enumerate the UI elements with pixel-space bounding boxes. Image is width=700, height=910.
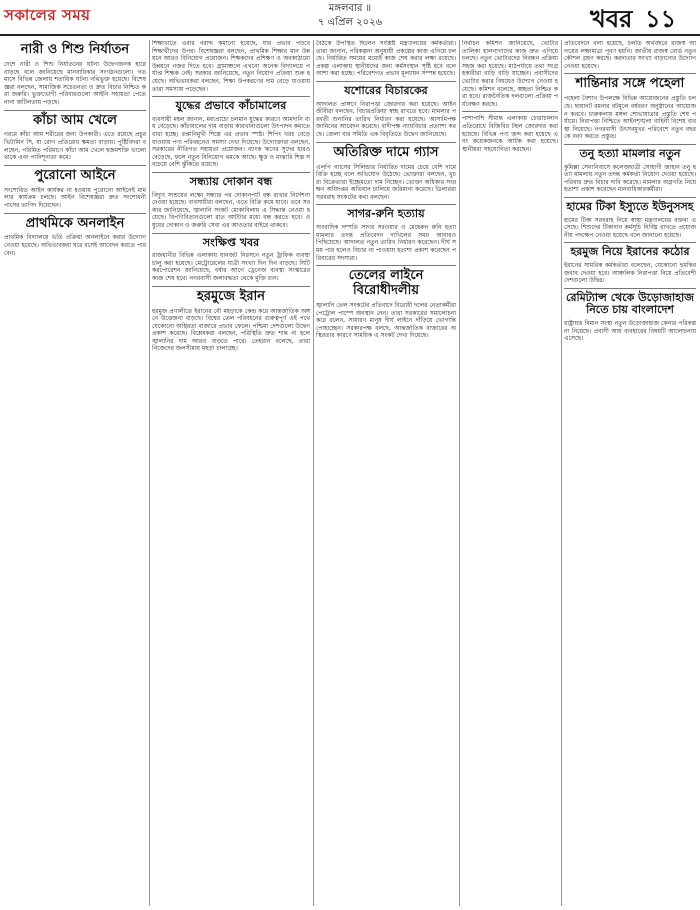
news-story bbox=[564, 197, 696, 239]
news-story bbox=[316, 204, 456, 262]
story-divider bbox=[4, 165, 146, 166]
story-body: গরমে কাঁচা আম শরীরের জন্য উপকারী। এতে রয়েছে প্রচুর ভিটামিন সি, যা রোগ প্রতিরোধ ক্ষমতা বাড়ায়। পুষ্টিবিদরা বলছেন, পরিমিত পরিমাণে কাঁচা আম খেলে হজমশক্তি ভালো থাকে এবং পানিশূন্যতা কমে। bbox=[4, 131, 146, 162]
story-body: দেশে নারী ও শিশু নির্যাতনের ঘটনা উদ্বেগজনক হারে বাড়ছে বলে জানিয়েছে মানবাধিকার সংগঠনগুলো। গত মাসে বিভিন্ন জেলায় শতাধিক ঘটনা নথিভুক্ত হয়েছে। বিশেষজ্ঞরা বলছেন, সামাজিক সচেতনতা ও দ্রুত বিচার নিশ্চিত করা জরুরি। ভুক্তভোগী পরিবারগুলো আইনি সহায়তা পেতে নানা জটিলতায় পড়ছে। bbox=[4, 60, 146, 106]
story-body: রাষ্ট্রায়ত্ত বিমান সংস্থা নতুন উড়োজাহাজ কেনার পরিকল্পনা নিয়েছে। প্রবাসী আয় ব্যবহারের বিষয়টি আলোচনায় এসেছে। bbox=[564, 320, 696, 343]
story-body: পাশাপাশি সীমান্ত এলাকায় চোরাচালান প্রতিরোধে বিজিবির টহল জোরদার করা হয়েছে। বিভিন্ন পণ্য জব্দ করা হয়েছে এবং কয়েকজনকে আটক করা হয়েছে। স্থানীয়রা সহযোগিতা করছেন। bbox=[462, 115, 558, 153]
story-body: প্রাথমিক বিদ্যালয়ে ভর্তি প্রক্রিয়া অনলাইনে করার উদ্যোগ নেওয়া হয়েছে। অভিভাবকরা ঘরে বসেই আবেদন করতে পারবেন। bbox=[4, 234, 146, 257]
story-body: হরমুজ প্রণালীতে ইরানের নৌ মহড়াকে কেন্দ্র করে আন্তর্জাতিক অঙ্গনে উত্তেজনা বাড়ছে। বিশ্বের তেল পরিবহনের গুরুত্বপূর্ণ এই পথে যেকোনো অস্থিরতা বাজারে প্রভাব ফেলে। পশ্চিমা দেশগুলো উদ্বেগ প্রকাশ করেছে। বিশ্লেষকরা বলছেন, পরিস্থিতি দ্রুত শান্ত না হলে জ্বালানির দাম আরও বাড়তে পারে। তেহরান বলেছে, তারা নিজেদের জলসীমায় মহড়া চালাচ্ছে। bbox=[152, 307, 310, 353]
story-divider bbox=[462, 111, 558, 112]
headline[interactable]: অতিরিক্ত দামে গ্যাস bbox=[333, 144, 439, 160]
column-3 bbox=[316, 40, 456, 908]
column-1 bbox=[4, 40, 146, 908]
headline[interactable]: তেলের লাইনে বিরোধীদলীয় bbox=[348, 268, 424, 299]
story-divider bbox=[564, 242, 696, 243]
headline[interactable]: কাঁচা আম খেলে bbox=[33, 112, 117, 128]
story-body: ইরানের সামরিক কর্মকর্তারা বলেছেন, যেকোনো হুমকির জবাব দেওয়া হবে। আঞ্চলিক নিরাপত্তা নিয়ে প্রতিবেশী দেশগুলো উদ্বিগ্ন। bbox=[564, 261, 696, 285]
news-story bbox=[4, 43, 146, 107]
headline[interactable]: পুরোনো আইনে bbox=[34, 167, 116, 183]
news-story bbox=[462, 111, 558, 153]
headline[interactable]: শান্তিনার সঙ্গে পহেলা bbox=[575, 76, 685, 92]
news-story bbox=[564, 40, 696, 70]
section-title: খবর bbox=[590, 5, 633, 33]
story-divider bbox=[564, 144, 696, 145]
headline[interactable]: তনু হত্যা মামলার নতুন bbox=[579, 146, 681, 160]
news-story bbox=[564, 288, 696, 343]
story-body: রাজধানীর বিভিন্ন এলাকায় যানজট নিরসনে নতুন ট্রাফিক ব্যবস্থা চালু করা হয়েছে। মেট্রোরেলের যাত্রী সংখ্যা দিন দিন বাড়ছে। সিটি করপোরেশন জানিয়েছে, বর্ষার আগে ড্রেনেজ ব্যবস্থা সংস্কারের কাজ শেষ হবে। নগরবাসী জলাবদ্ধতা থেকে মুক্তি চান। bbox=[152, 252, 310, 282]
news-story bbox=[4, 110, 146, 162]
headline[interactable]: হরমুজ নিয়ে ইরানের কঠোর bbox=[570, 245, 690, 259]
headline[interactable]: প্রাথমিকে অনলাইন bbox=[25, 215, 125, 231]
story-body: সাংবাদিক দম্পতি সাগর সরওয়ার ও মেহেরুন রুনি হত্যা মামলার তদন্ত প্রতিবেদন দাখিলের সময় আবারও পিছিয়েছে। আদালত নতুন তারিখ নির্ধারণ করেছেন। দীর্ঘ সময় পার হলেও বিচার না পাওয়ায় হতাশা প্রকাশ করেছেন পরিবারের সদস্যরা। bbox=[316, 224, 456, 262]
news-story bbox=[152, 96, 310, 169]
story-body: শিক্ষাখাতে এবার বরাদ্দ কমানো হয়েছে, যার প্রভাব পড়বে শিক্ষার্থীদের উপর। বিশেষজ্ঞরা বলছেন, প্রাথমিক শিক্ষার মান উন্নয়নে আরও বিনিয়োগ প্রয়োজন। শিক্ষকদের প্রশিক্ষণ ও অবকাঠামো উন্নয়নে নজর দিতে হবে। গ্রামাঞ্চলে এখনো অনেক বিদ্যালয়ে পর্যাপ্ত শিক্ষক নেই। সরকার জানিয়েছে, নতুন নিয়োগ প্রক্রিয়া শুরু হয়েছে। অভিভাবকরা বলছেন, শিক্ষা উপকরণের দাম বেড়ে যাওয়ায় তারা সমস্যায় পড়েছেন। bbox=[152, 40, 310, 93]
column-4 bbox=[462, 40, 558, 908]
headline[interactable]: সংক্ষিপ্ত খবর bbox=[202, 235, 260, 249]
dateline bbox=[270, 2, 430, 30]
headline[interactable]: সন্ধ্যায় দোকান বন্ধ bbox=[189, 174, 273, 188]
news-story bbox=[564, 73, 696, 141]
story-body: এলপি গ্যাসের সিলিন্ডার নির্ধারিত দামের চেয়ে বেশি দামে বিক্রি হচ্ছে বলে অভিযোগ উঠেছে। ভোক্তারা বলছেন, খুচরা বিক্রেতারা ইচ্ছেমতো দাম নিচ্ছেন। ভোক্তা অধিকার সংরক্ষণ অধিদপ্তর অভিযান চালিয়ে জরিমানা করেছে। ডিলাররা সরবরাহ সংকটের কথা বলছেন। bbox=[316, 163, 456, 201]
news-story bbox=[152, 286, 310, 354]
news-story bbox=[462, 40, 558, 108]
headline[interactable]: রেমিট্যান্স থেকে উড়োজাহাজ নিতে চায় বাংলাদেশ bbox=[565, 290, 695, 317]
news-story bbox=[152, 233, 310, 283]
news-story bbox=[4, 165, 146, 210]
story-body: বিদ্যুৎ সাশ্রয়ের লক্ষ্যে সন্ধ্যার পর দোকানপাট বন্ধ রাখার নির্দেশনা দেওয়া হয়েছে। ব্যবসায়ীরা বলছেন, এতে বিক্রি কমে যাবে। তবে সরকার জানিয়েছে, জ্বালানি সংকট মোকাবিলায় এ সিদ্ধান্ত নেওয়া হয়েছে। বিপণিবিতানগুলো রাত আটটার মধ্যে বন্ধ করতে হবে। ওষুধের দোকান ও জরুরি সেবা এর আওতার বাইরে থাকবে। bbox=[152, 191, 310, 229]
headline[interactable]: সাগর-রুনি হত্যায় bbox=[347, 207, 425, 221]
headline[interactable]: যশোরের বিচারকের bbox=[344, 83, 428, 97]
news-story bbox=[316, 81, 456, 139]
story-divider bbox=[316, 81, 456, 82]
column-rule bbox=[149, 40, 150, 906]
story-divider bbox=[316, 142, 456, 143]
story-divider bbox=[152, 172, 310, 173]
headline[interactable]: হামের টিকা ইস্যুতে ইউনুসসহ bbox=[566, 199, 694, 213]
masthead bbox=[0, 0, 700, 36]
newspaper-name: সকালের সময় bbox=[4, 6, 91, 24]
story-body: সংশোধিত আইন কার্যকর না হওয়ায় পুরোনো আইনেই মামলার কার্যক্রম চলছে। আইন বিশেষজ্ঞরা দ্রুত সংশোধনী পাসের তাগিদ দিয়েছেন। bbox=[4, 186, 146, 209]
story-body: আদালত প্রাঙ্গণে নিরাপত্তা জোরদার করা হয়েছে। আইনজীবীরা বলছেন, বিচারপ্রক্রিয়া স্বচ্ছ রাখতে হবে। মামলার পরবর্তী শুনানির তারিখ নির্ধারণ করা হয়েছে। আসামিপক্ষ জামিনের আবেদন করেছে। বাদীপক্ষ ন্যায়বিচার প্রত্যাশা করছে। জেলা বার সমিতি এক বিবৃতিতে উদ্বেগ জানিয়েছে। bbox=[316, 100, 456, 138]
news-story bbox=[564, 242, 696, 284]
story-body: পহেলা বৈশাখ উপলক্ষে বিভিন্ন আয়োজনের প্রস্তুতি চলছে। ছায়ানট রমনার বটমূলে বর্ষবরণ অনুষ্ঠানের আয়োজন করবে। চারুকলায় মঙ্গল শোভাযাত্রার প্রস্তুতি শেষ পর্যায়ে। নিরাপত্তা নিশ্চিতে আইনশৃঙ্খলা বাহিনী বিশেষ ব্যবস্থা নিয়েছে। নগরবাসী উৎসবমুখর পরিবেশে নতুন বছরকে বরণ করতে প্রস্তুত। bbox=[564, 95, 696, 141]
news-story bbox=[316, 142, 456, 202]
story-divider bbox=[316, 265, 456, 266]
news-story bbox=[4, 213, 146, 258]
issue-date: ৭ এপ্রিল ২০২৬ bbox=[317, 17, 383, 28]
story-body: হামের টিকা সরবরাহ নিয়ে স্বাস্থ্য মন্ত্রণালয়ের বক্তব্য এসেছে। শিশুদের টিকাদান কর্মসূচি নির্বিঘ্ন রাখতে প্রয়োজনীয় পদক্ষেপ নেওয়া হয়েছে বলে জানানো হয়েছে। bbox=[564, 216, 696, 239]
story-body: প্রতিবেদনে বলা হয়েছে, চলতি অর্থবছরে রাজস্ব আদায়ের লক্ষ্যমাত্রা পূরণ হয়নি। জাতীয় রাজস্ব বোর্ড নতুন কৌশল গ্রহণ করছে। করদাতার সংখ্যা বাড়ানোর উদ্যোগ নেওয়া হয়েছে। bbox=[564, 40, 696, 70]
news-story bbox=[152, 172, 310, 230]
issue-day: মঙ্গলবার ॥ bbox=[328, 3, 372, 14]
story-divider bbox=[152, 286, 310, 287]
column-rule bbox=[561, 40, 562, 906]
story-divider bbox=[564, 288, 696, 289]
column-rule bbox=[313, 40, 314, 906]
story-body: নির্বাচন কমিশন জানিয়েছে, ভোটার তালিকা হালনাগাদের কাজ দ্রুত এগিয়ে চলছে। নতুন ভোটারদের নিবন্ধন প্রক্রিয়া সহজ করা হয়েছে। মাঠপর্যায়ে তথ্য সংগ্রহকারীরা বাড়ি বাড়ি যাচ্ছেন। প্রবাসীদের ভোটার করার বিষয়েও উদ্যোগ নেওয়া হয়েছে। কমিশন বলেছে, স্বচ্ছতা নিশ্চিত করা হবে। রাজনৈতিক দলগুলো প্রক্রিয়া পর্যবেক্ষণ করছে। bbox=[462, 40, 558, 108]
story-divider bbox=[4, 213, 146, 214]
column-5 bbox=[564, 40, 696, 908]
story-body: ব্যবসায়ী মহল জানান, মধ্যপ্রাচ্যে চলমান যুদ্ধের কারণে আমদানি ব্যয় বেড়েছে। কাঁচামালের দাম বাড়ায় কারখানাগুলো উৎপাদন কমাতে বাধ্য হচ্ছে। রপ্তানিমুখী শিল্পে এর প্রভাব স্পষ্ট। শিপিং খরচ বেড়ে যাওয়ায় পণ্য পরিবহনেও সমস্যা দেখা দিয়েছে। উদ্যোক্তারা বলছেন, সরকারের নীতিগত সহায়তা প্রয়োজন। ব্যাংক ঋণের সুদের হারও বেড়েছে, ফলে নতুন বিনিয়োগ থমকে আছে। ক্ষুদ্র ও মাঝারি শিল্প সবচেয়ে বেশি ঝুঁকিতে রয়েছে। bbox=[152, 115, 310, 169]
story-divider bbox=[152, 233, 310, 234]
column-rule bbox=[459, 40, 460, 906]
news-story bbox=[564, 144, 696, 194]
column-2 bbox=[152, 40, 310, 908]
story-divider bbox=[152, 96, 310, 97]
story-divider bbox=[564, 73, 696, 74]
news-story bbox=[152, 40, 310, 93]
news-story bbox=[316, 40, 456, 78]
story-body: জ্বালানি তেল সংকটের প্রতিবাদে বিরোধী দলের নেতাকর্মীরা পেট্রোল পাম্পে অবস্থান নেন। তারা সরকারের সমালোচনা করে বলেন, সাধারণ মানুষ দীর্ঘ লাইনে দাঁড়িয়ে ভোগান্তি পোহাচ্ছেন। সরকারপক্ষ বলছে, আন্তর্জাতিক বাজারের অস্থিরতার কারণে সাময়িক এ সংকট দেখা দিয়েছে। bbox=[316, 301, 456, 340]
story-divider bbox=[4, 110, 146, 111]
headline[interactable]: হরমুজে ইরান bbox=[196, 288, 266, 304]
headline[interactable]: যুদ্ধের প্রভাবে কাঁচামালের bbox=[175, 99, 287, 113]
story-divider bbox=[316, 204, 456, 205]
news-story bbox=[316, 265, 456, 340]
headline[interactable]: নারী ও শিশু নির্যাতন bbox=[20, 42, 130, 57]
story-divider bbox=[564, 197, 696, 198]
page-number: ১১ bbox=[645, 5, 677, 33]
story-body: বৈঠকে উপস্থিত ছিলেন সংশ্লিষ্ট মন্ত্রণালয়ের কর্মকর্তারা। তারা জানান, পরিকল্পনা অনুযায়ী প্রকল্পের কাজ এগিয়ে চলছে। নির্ধারিত সময়ের মধ্যেই কাজ শেষ করার লক্ষ্য রয়েছে। প্রকল্প এলাকায় স্থানীয়দের জন্য কর্মসংস্থান সৃষ্টি হবে বলে আশা করা হচ্ছে। পরিবেশগত প্রভাব মূল্যায়ন সম্পন্ন হয়েছে। bbox=[316, 40, 456, 78]
story-body: কুমিল্লা সেনানিবাসে কলেজছাত্রী সোহাগী জাহান তনু হত্যা মামলায় নতুন তদন্ত কর্মকর্তা নিয়োগ দেওয়া হয়েছে। পরিবার দ্রুত বিচার দাবি করেছে। মামলার অগ্রগতি নিয়ে হতাশা প্রকাশ করেছেন মানবাধিকারকর্মীরা। bbox=[564, 163, 696, 194]
